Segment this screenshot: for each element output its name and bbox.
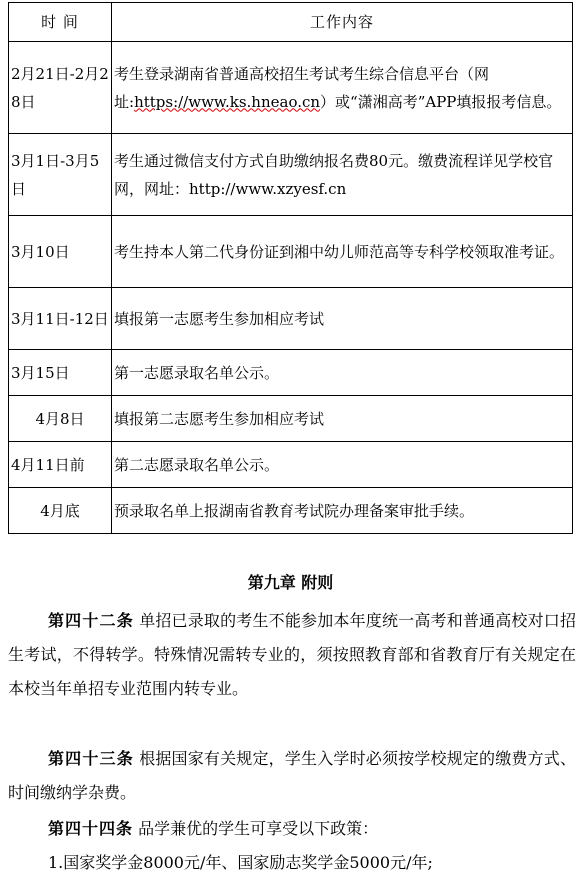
row-time: 3月10日: [9, 216, 112, 288]
row-content: 考生通过微信支付方式自助缴纳报名费80元。缴费流程详见学校官网，网址：http://www.xzyesf.cn: [112, 134, 573, 216]
row-content: 第一志愿录取名单公示。: [112, 350, 573, 396]
table-row: [9, 396, 573, 442]
row-time: 4月11日前: [9, 442, 112, 488]
row-time: 3月1日-3月5日: [9, 134, 112, 216]
row-time: 4月底: [9, 488, 112, 534]
article-44: [8, 812, 576, 846]
header-content: 工作内容: [112, 3, 573, 42]
article-text: 单招已录取的考生不能参加本年度统一高考和普通高校对口招生考试，不得转学。特殊情况需转专业的，须按照教育部和省教育厅有关规定在本校当年单招专业范围内转专业。: [8, 611, 576, 698]
article-43: [8, 742, 576, 810]
article-label: 第四十三条: [48, 749, 134, 768]
row-content: 第二志愿录取名单公示。: [112, 442, 573, 488]
article-label: 第四十四条: [48, 819, 134, 838]
row-content-text: 考生登录湖南省普通高校招生考试考生综合信息平台（网址:: [114, 64, 490, 111]
registration-link[interactable]: https://www.ks.hneao.cn: [134, 92, 321, 111]
row-content: 填报第一志愿考生参加相应考试: [112, 288, 573, 350]
row-time: 4月8日: [9, 396, 112, 442]
schedule-table: [8, 2, 573, 534]
table-row: [9, 442, 573, 488]
article-label: 第四十二条: [48, 611, 134, 630]
table-row: [9, 42, 573, 134]
row-time: 3月15日: [9, 350, 112, 396]
article-42: [8, 604, 576, 706]
table-header-row: [9, 3, 573, 42]
list-item: 1.国家奖学金8000元/年、国家励志奖学金5000元/年;: [48, 853, 433, 872]
row-content-text: ）或“潇湘高考”APP填报报考信息。: [320, 92, 562, 111]
table-row: [9, 288, 573, 350]
table-row: [9, 488, 573, 534]
article-text: 品学兼优的学生可享受以下政策：: [133, 819, 379, 838]
table-row: [9, 350, 573, 396]
row-content: [112, 42, 573, 134]
row-time: 2月21日-2月28日: [9, 42, 112, 134]
row-content: 预录取名单上报湖南省教育考试院办理备案审批手续。: [112, 488, 573, 534]
row-content: 考生持本人第二代身份证到湘中幼儿师范高等专科学校领取准考证。: [112, 216, 573, 288]
row-content: 填报第二志愿考生参加相应考试: [112, 396, 573, 442]
table-row: [9, 134, 573, 216]
table-row: [9, 216, 573, 288]
chapter-title: 第九章 附则: [247, 573, 334, 592]
header-time: 时 间: [9, 3, 112, 42]
article-text: 根据国家有关规定，学生入学时必须按学校规定的缴费方式、时间缴纳学杂费。: [8, 749, 576, 802]
row-time: 3月11日-12日: [9, 288, 112, 350]
